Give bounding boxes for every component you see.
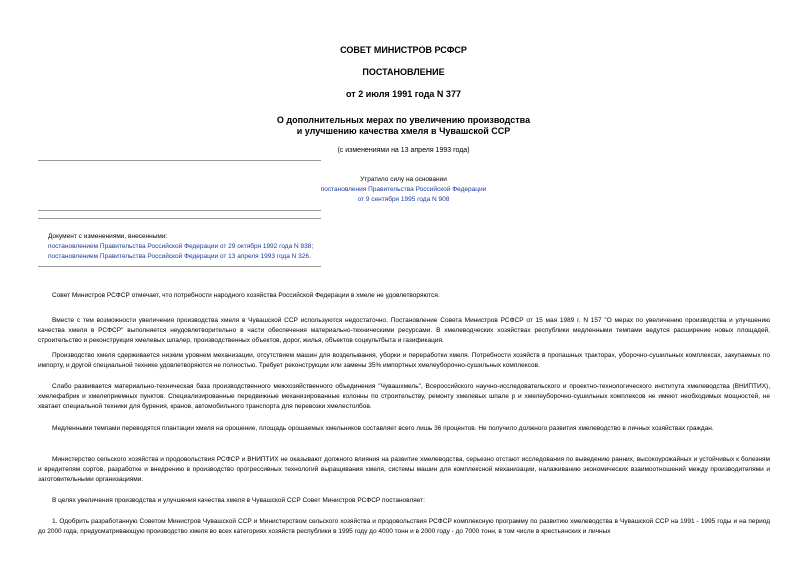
body-paragraph: Вместе с тем возможности увеличения производства хмеля в Чувашской ССР используются недостаточно. Постановление Совета Министров РСФСР от 15 мая 1989 г. N 157 "О мерах по увеличению производства и улучшению качества хмеля в РСФСР" выполняется неудовлетворительно в части обеспечения материально-техническими ресурсами. В хмелеводческих хозяйствах республики медленными темпами ведутся расширение новых площадей, строительство и реконструкция хмелевых шпалер, производственных объектов, дорог, жилья, объектов соцкультбыта и газификация. <box>38 317 770 344</box>
divider <box>38 266 321 267</box>
body-paragraph: 1. Одобрить разработанную Советом Министров Чувашской ССР и Министерством сельского хозяйства и продовольствия РСФСР комплексную программу по развитию хмелеводства в Чувашской ССР на 1991 - 1995 годы и на период до 2000 года, предусматривающую производство хмеля во всех категориях хозяйств республики в 1995 году до 4000 тонн и в 2000 году - до 7000 тонн, в том числе в крестьянских и личных <box>38 518 770 535</box>
body-paragraph: В целях увеличения производства и улучшения качества хмеля в Чувашской ССР Совет Министров РСФСР постановляет: <box>52 497 425 504</box>
divider <box>38 210 321 211</box>
body-paragraph: Министерство сельского хозяйства и продовольствия РСФСР и ВНИПТИХ не оказывают должного влияния на развитие хмелеводства, серьезно отстают исследования по выведению ранних, высокоурожайных и устойчивых к болезням и вредителям сортов, разработке и внедрению в производство прогрессивных технологий выращивания хмеля, системы машин для комплексной механизации, налаживанию экономических взаимоотношений между производителями и заготовительными организациями. <box>38 456 770 483</box>
repeal-status <box>230 175 577 205</box>
body-paragraph: Совет Министров РСФСР отмечает, что потребности народного хозяйства Российской Федерации в хмеле не удовлетворяются. <box>52 292 440 299</box>
amendments-block <box>48 232 378 262</box>
body-paragraph: Производство хмеля сдерживается низким уровнем механизации, отсутствием машин для возделывания, уборки и переработки хмеля. Потребности хозяйств в пропашных тракторах, уборочно-сушильных комплексах, закупаемых по импорту, и другой специальной технике удовлетворяются не полностью. Требует реконструкции или замены 35% импортных хмелеуборочно-сушильных комплексов. <box>38 352 770 369</box>
document-title-line-2: и улучшению качества хмеля в Чувашской ССР <box>296 126 511 136</box>
divider <box>38 218 321 219</box>
document-date-number: от 2 июля 1991 года N 377 <box>346 89 461 99</box>
repeal-status-text: Утратило силу на основании <box>360 176 447 183</box>
repeal-link-line-1[interactable]: постановления Правительства Российской Федерации <box>320 186 487 193</box>
amendment-link[interactable]: постановлением Правительства Российской Федерации от 29 октября 1992 года N 838; <box>48 243 314 250</box>
changes-note: (с изменениями на 13 апреля 1993 года) <box>337 147 470 154</box>
issuing-organization: СОВЕТ МИНИСТРОВ РСФСР <box>340 45 467 55</box>
body-paragraph: Медленными темпами переводятся плантации хмеля на орошение, площадь орошаемых хмельников составляет всего лишь 36 процентов. Не получило должного развития хмелеводство в личных хозяйствах граждан. <box>52 425 714 432</box>
amendments-heading: Документ с изменениями, внесенными: <box>48 233 168 240</box>
document-type: ПОСТАНОВЛЕНИЕ <box>362 67 445 77</box>
divider <box>38 160 321 161</box>
repeal-link-line-2[interactable]: от 9 сентября 1995 года N 908 <box>357 196 450 203</box>
document-title-line-1: О дополнительных мерах по увеличению производства <box>276 115 531 125</box>
body-paragraph: Слабо развивается материально-техническая база производственного межхозяйственного объединения "Чувашхмель", Всероссийского научно-исследовательского и проектно-технологического института хмелеводства (ВНИПТИХ), хмелефабрик и хмелеприемных пунктов. Специализированные передвижные механизированные колонны по строительству, ремонту хмелевых шпале р и хмелеуборочно-сушильных комплексов не имеют необходимых мощностей, не хватает специальной техники для бурения, кранов, автомобильного транспорта для перевозки хмелестолбов. <box>38 383 770 410</box>
amendment-link[interactable]: постановлением Правительства Российской Федерации от 13 апреля 1993 года N 326. <box>48 253 311 260</box>
